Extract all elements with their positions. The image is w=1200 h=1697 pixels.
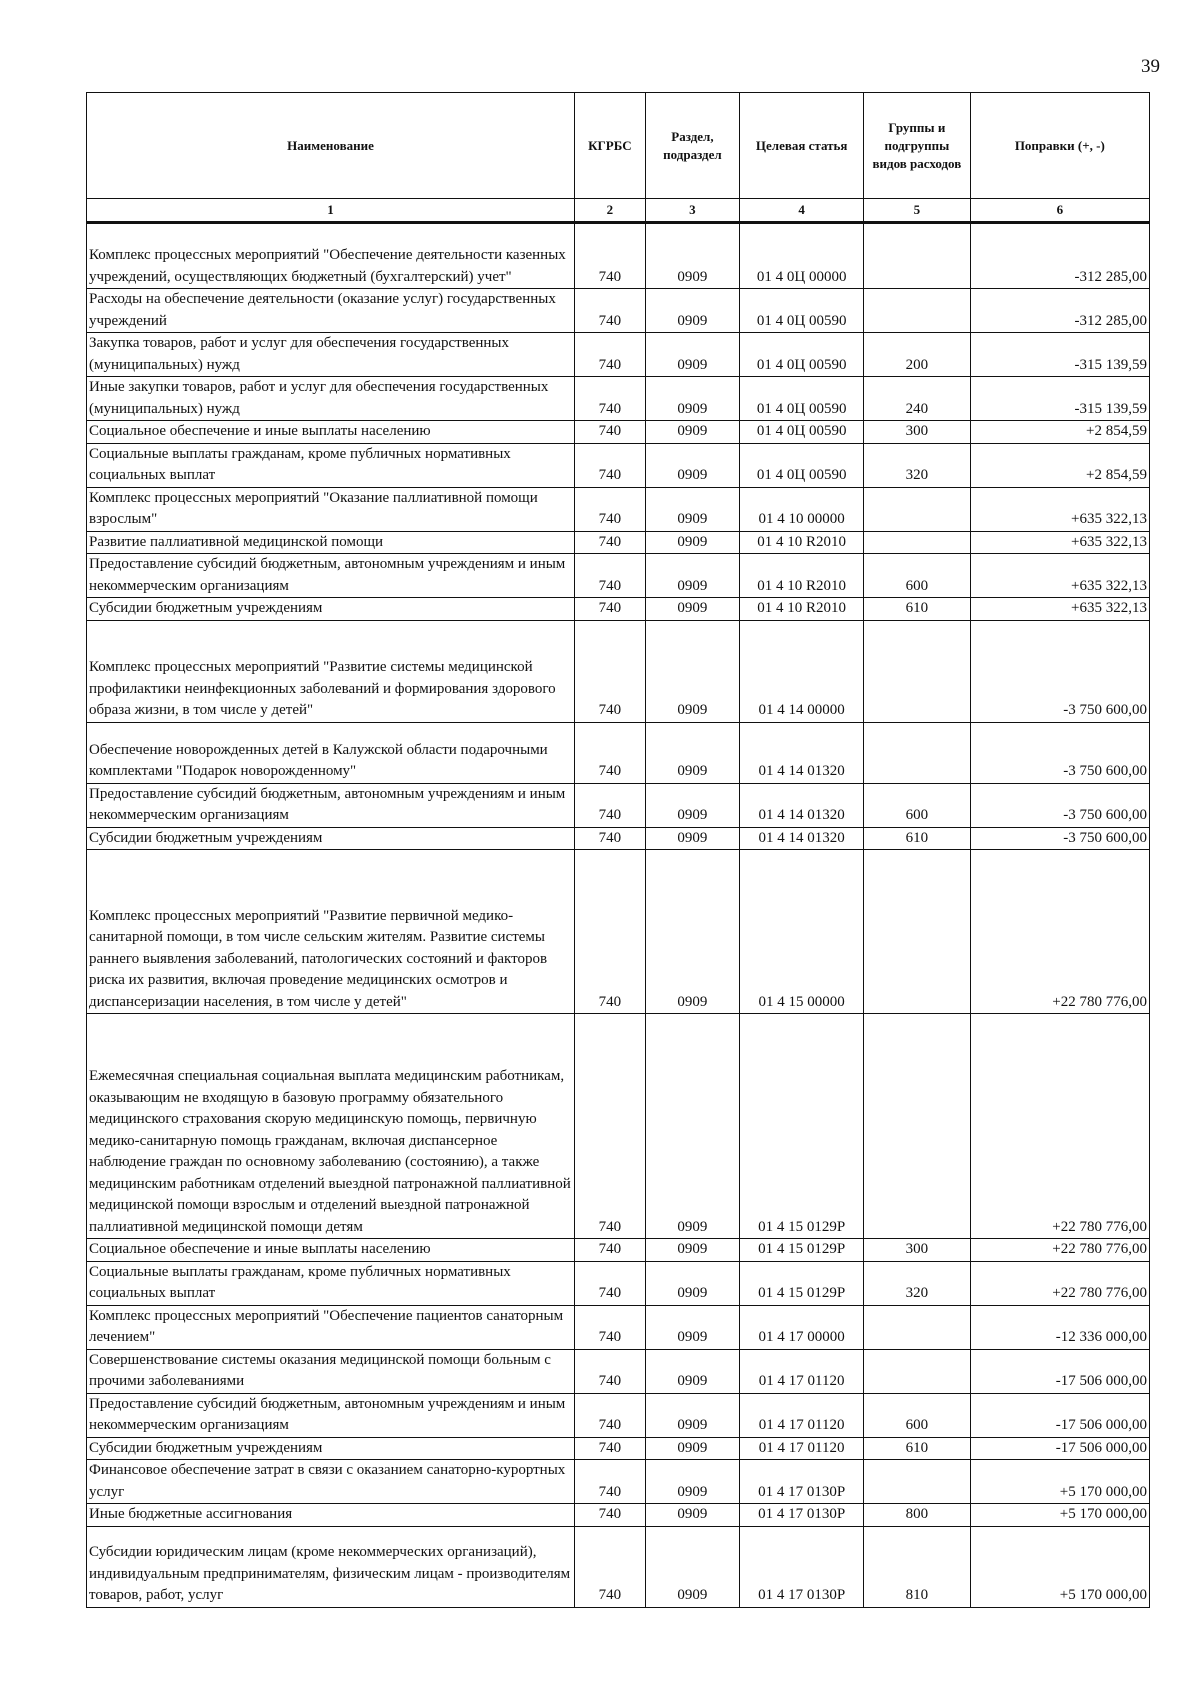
row-kgrbs: 740 <box>575 223 646 289</box>
row-amendment-amount: +5 170 000,00 <box>970 1460 1149 1504</box>
row-expense-group: 810 <box>864 1526 971 1607</box>
row-kgrbs: 740 <box>575 598 646 621</box>
row-section: 0909 <box>645 377 740 421</box>
table-row <box>87 1261 1150 1305</box>
row-amendment-amount: +22 780 776,00 <box>970 1261 1149 1305</box>
row-name: Субсидии бюджетным учреждениям <box>87 598 575 621</box>
row-section: 0909 <box>645 850 740 1014</box>
row-expense-group: 600 <box>864 1393 971 1437</box>
row-target-article: 01 4 0Ц 00000 <box>740 223 864 289</box>
row-expense-group <box>864 1305 971 1349</box>
column-number-row <box>87 199 1150 223</box>
table-row <box>87 1460 1150 1504</box>
row-amendment-amount: +635 322,13 <box>970 531 1149 554</box>
header-amendments: Поправки (+, -) <box>970 93 1149 199</box>
row-section: 0909 <box>645 1526 740 1607</box>
header-section: Раздел, подраздел <box>645 93 740 199</box>
table-row <box>87 554 1150 598</box>
row-expense-group: 800 <box>864 1504 971 1527</box>
row-expense-group <box>864 487 971 531</box>
column-number: 4 <box>740 199 864 223</box>
row-kgrbs: 740 <box>575 1239 646 1262</box>
row-amendment-amount: +22 780 776,00 <box>970 1014 1149 1239</box>
column-number: 2 <box>575 199 646 223</box>
row-target-article: 01 4 17 0130Р <box>740 1526 864 1607</box>
row-kgrbs: 740 <box>575 421 646 444</box>
row-kgrbs: 740 <box>575 487 646 531</box>
table-row <box>87 443 1150 487</box>
table-row <box>87 289 1150 333</box>
row-target-article: 01 4 15 0129Р <box>740 1014 864 1239</box>
row-section: 0909 <box>645 289 740 333</box>
header-groups: Группы и подгруппы видов расходов <box>864 93 971 199</box>
row-section: 0909 <box>645 554 740 598</box>
row-kgrbs: 740 <box>575 827 646 850</box>
table-row <box>87 1504 1150 1527</box>
row-amendment-amount: +5 170 000,00 <box>970 1526 1149 1607</box>
row-target-article: 01 4 14 01320 <box>740 783 864 827</box>
row-target-article: 01 4 17 01120 <box>740 1349 864 1393</box>
row-amendment-amount: +635 322,13 <box>970 487 1149 531</box>
row-kgrbs: 740 <box>575 620 646 722</box>
row-expense-group <box>864 620 971 722</box>
row-kgrbs: 740 <box>575 722 646 783</box>
row-target-article: 01 4 17 01120 <box>740 1393 864 1437</box>
row-expense-group: 300 <box>864 421 971 444</box>
row-target-article: 01 4 14 00000 <box>740 620 864 722</box>
row-section: 0909 <box>645 1393 740 1437</box>
row-section: 0909 <box>645 620 740 722</box>
row-name: Предоставление субсидий бюджетным, автономным учреждениям и иным некоммерческим организациям <box>87 783 575 827</box>
row-amendment-amount: -17 506 000,00 <box>970 1393 1149 1437</box>
table-row <box>87 598 1150 621</box>
row-name: Субсидии юридическим лицам (кроме некоммерческих организаций), индивидуальным предпринимателям, физическим лицам - производителям товаров, работ, услуг <box>87 1526 575 1607</box>
header-target: Целевая статья <box>740 93 864 199</box>
row-target-article: 01 4 0Ц 00590 <box>740 377 864 421</box>
row-name: Развитие паллиативной медицинской помощи <box>87 531 575 554</box>
row-section: 0909 <box>645 783 740 827</box>
row-expense-group: 610 <box>864 598 971 621</box>
row-name: Субсидии бюджетным учреждениям <box>87 1437 575 1460</box>
row-name: Комплекс процессных мероприятий "Развитие системы медицинской профилактики неинфекционных заболеваний и формирования здорового образа жизни, в том числе у детей" <box>87 620 575 722</box>
row-amendment-amount: +2 854,59 <box>970 421 1149 444</box>
row-section: 0909 <box>645 443 740 487</box>
row-name: Иные бюджетные ассигнования <box>87 1504 575 1527</box>
column-number: 6 <box>970 199 1149 223</box>
table-header-row <box>87 93 1150 199</box>
row-section: 0909 <box>645 1239 740 1262</box>
table-row <box>87 223 1150 289</box>
table-row <box>87 1437 1150 1460</box>
row-section: 0909 <box>645 827 740 850</box>
row-expense-group <box>864 223 971 289</box>
row-name: Обеспечение новорожденных детей в Калужской области подарочными комплектами "Подарок новорожденному" <box>87 722 575 783</box>
table-row <box>87 531 1150 554</box>
row-expense-group: 200 <box>864 333 971 377</box>
row-expense-group <box>864 289 971 333</box>
row-name: Финансовое обеспечение затрат в связи с оказанием санаторно-курортных услуг <box>87 1460 575 1504</box>
row-target-article: 01 4 0Ц 00590 <box>740 333 864 377</box>
row-name: Закупка товаров, работ и услуг для обеспечения государственных (муниципальных) нужд <box>87 333 575 377</box>
row-name: Предоставление субсидий бюджетным, автономным учреждениям и иным некоммерческим организациям <box>87 554 575 598</box>
row-kgrbs: 740 <box>575 377 646 421</box>
row-kgrbs: 740 <box>575 1261 646 1305</box>
table-row <box>87 487 1150 531</box>
row-expense-group <box>864 1460 971 1504</box>
row-section: 0909 <box>645 722 740 783</box>
row-section: 0909 <box>645 487 740 531</box>
row-section: 0909 <box>645 223 740 289</box>
table-row <box>87 1305 1150 1349</box>
row-amendment-amount: -17 506 000,00 <box>970 1349 1149 1393</box>
row-expense-group <box>864 1014 971 1239</box>
table-row <box>87 1239 1150 1262</box>
row-amendment-amount: -17 506 000,00 <box>970 1437 1149 1460</box>
column-number: 3 <box>645 199 740 223</box>
row-section: 0909 <box>645 1014 740 1239</box>
table-row <box>87 722 1150 783</box>
row-kgrbs: 740 <box>575 289 646 333</box>
row-kgrbs: 740 <box>575 1305 646 1349</box>
row-section: 0909 <box>645 1261 740 1305</box>
row-name: Социальное обеспечение и иные выплаты населению <box>87 421 575 444</box>
row-target-article: 01 4 10 00000 <box>740 487 864 531</box>
row-amendment-amount: +22 780 776,00 <box>970 850 1149 1014</box>
row-section: 0909 <box>645 421 740 444</box>
row-target-article: 01 4 17 01120 <box>740 1437 864 1460</box>
row-target-article: 01 4 15 0129Р <box>740 1239 864 1262</box>
row-target-article: 01 4 15 00000 <box>740 850 864 1014</box>
row-expense-group <box>864 531 971 554</box>
row-name: Комплекс процессных мероприятий "Развитие первичной медико-санитарной помощи, в том числе сельским жителям. Развитие системы раннего выявления заболеваний, патологических состояний и факторов риска их развития, включая проведение медицинских осмотров и диспансеризации населения, в том числе у детей" <box>87 850 575 1014</box>
row-expense-group: 600 <box>864 783 971 827</box>
row-amendment-amount: -3 750 600,00 <box>970 620 1149 722</box>
row-kgrbs: 740 <box>575 1437 646 1460</box>
row-kgrbs: 740 <box>575 531 646 554</box>
row-expense-group: 610 <box>864 827 971 850</box>
row-target-article: 01 4 10 R2010 <box>740 598 864 621</box>
row-expense-group <box>864 722 971 783</box>
row-target-article: 01 4 17 00000 <box>740 1305 864 1349</box>
row-section: 0909 <box>645 1504 740 1527</box>
table-row <box>87 1014 1150 1239</box>
row-section: 0909 <box>645 1305 740 1349</box>
row-target-article: 01 4 15 0129Р <box>740 1261 864 1305</box>
row-target-article: 01 4 0Ц 00590 <box>740 443 864 487</box>
row-amendment-amount: +635 322,13 <box>970 598 1149 621</box>
row-section: 0909 <box>645 531 740 554</box>
row-expense-group: 300 <box>864 1239 971 1262</box>
table-row <box>87 421 1150 444</box>
row-kgrbs: 740 <box>575 783 646 827</box>
row-name: Ежемесячная специальная социальная выплата медицинским работникам, оказывающим не входящую в базовую программу обязательного медицинского страхования скорую медицинскую помощь, первичную медико-санитарную помощь гражданам, включая диспансерное наблюдение граждан по основному заболеванию (состоянию), а также медицинским работникам отделений выездной патронажной паллиативной медицинской помощи взрослым и отделений выездной патронажной паллиативной медицинской помощи детям <box>87 1014 575 1239</box>
row-kgrbs: 740 <box>575 1393 646 1437</box>
row-target-article: 01 4 10 R2010 <box>740 531 864 554</box>
page-number: 39 <box>1141 56 1160 77</box>
row-name: Комплекс процессных мероприятий "Обеспечение деятельности казенных учреждений, осуществляющих бюджетный (бухгалтерский) учет" <box>87 223 575 289</box>
row-expense-group: 610 <box>864 1437 971 1460</box>
row-kgrbs: 740 <box>575 1014 646 1239</box>
row-kgrbs: 740 <box>575 1349 646 1393</box>
row-expense-group <box>864 1349 971 1393</box>
row-amendment-amount: -315 139,59 <box>970 333 1149 377</box>
row-kgrbs: 740 <box>575 443 646 487</box>
row-section: 0909 <box>645 333 740 377</box>
table-row <box>87 1393 1150 1437</box>
row-target-article: 01 4 0Ц 00590 <box>740 289 864 333</box>
row-expense-group: 240 <box>864 377 971 421</box>
row-name: Субсидии бюджетным учреждениям <box>87 827 575 850</box>
row-section: 0909 <box>645 1460 740 1504</box>
table-row <box>87 1526 1150 1607</box>
row-target-article: 01 4 17 0130Р <box>740 1504 864 1527</box>
row-amendment-amount: +22 780 776,00 <box>970 1239 1149 1262</box>
row-name: Социальное обеспечение и иные выплаты населению <box>87 1239 575 1262</box>
row-kgrbs: 740 <box>575 333 646 377</box>
header-kgrbs: КГРБС <box>575 93 646 199</box>
row-target-article: 01 4 10 R2010 <box>740 554 864 598</box>
row-target-article: 01 4 0Ц 00590 <box>740 421 864 444</box>
column-number: 5 <box>864 199 971 223</box>
row-amendment-amount: +5 170 000,00 <box>970 1504 1149 1527</box>
row-target-article: 01 4 17 0130Р <box>740 1460 864 1504</box>
row-name: Социальные выплаты гражданам, кроме публичных нормативных социальных выплат <box>87 1261 575 1305</box>
budget-amendments-table <box>86 92 1150 1608</box>
row-amendment-amount: -312 285,00 <box>970 223 1149 289</box>
header-name: Наименование <box>87 93 575 199</box>
row-kgrbs: 740 <box>575 1526 646 1607</box>
row-section: 0909 <box>645 598 740 621</box>
table-row <box>87 827 1150 850</box>
row-amendment-amount: -3 750 600,00 <box>970 722 1149 783</box>
row-section: 0909 <box>645 1437 740 1460</box>
row-name: Предоставление субсидий бюджетным, автономным учреждениям и иным некоммерческим организациям <box>87 1393 575 1437</box>
row-section: 0909 <box>645 1349 740 1393</box>
row-target-article: 01 4 14 01320 <box>740 722 864 783</box>
table-row <box>87 620 1150 722</box>
row-kgrbs: 740 <box>575 850 646 1014</box>
row-amendment-amount: -3 750 600,00 <box>970 827 1149 850</box>
row-target-article: 01 4 14 01320 <box>740 827 864 850</box>
row-expense-group: 320 <box>864 443 971 487</box>
row-kgrbs: 740 <box>575 1460 646 1504</box>
row-kgrbs: 740 <box>575 1504 646 1527</box>
row-expense-group: 600 <box>864 554 971 598</box>
row-amendment-amount: -12 336 000,00 <box>970 1305 1149 1349</box>
table-row <box>87 333 1150 377</box>
row-amendment-amount: -3 750 600,00 <box>970 783 1149 827</box>
table-row <box>87 1349 1150 1393</box>
row-amendment-amount: -315 139,59 <box>970 377 1149 421</box>
table-row <box>87 377 1150 421</box>
row-name: Социальные выплаты гражданам, кроме публичных нормативных социальных выплат <box>87 443 575 487</box>
row-name: Комплекс процессных мероприятий "Обеспечение пациентов санаторным лечением" <box>87 1305 575 1349</box>
table-body <box>87 223 1150 1608</box>
row-amendment-amount: -312 285,00 <box>970 289 1149 333</box>
row-name: Расходы на обеспечение деятельности (оказание услуг) государственных учреждений <box>87 289 575 333</box>
row-kgrbs: 740 <box>575 554 646 598</box>
row-amendment-amount: +2 854,59 <box>970 443 1149 487</box>
table-row <box>87 850 1150 1014</box>
row-name: Иные закупки товаров, работ и услуг для обеспечения государственных (муниципальных) нужд <box>87 377 575 421</box>
row-name: Совершенствование системы оказания медицинской помощи больным с прочими заболеваниями <box>87 1349 575 1393</box>
column-number: 1 <box>87 199 575 223</box>
row-expense-group <box>864 850 971 1014</box>
row-amendment-amount: +635 322,13 <box>970 554 1149 598</box>
row-name: Комплекс процессных мероприятий "Оказание паллиативной помощи взрослым" <box>87 487 575 531</box>
table-row <box>87 783 1150 827</box>
row-expense-group: 320 <box>864 1261 971 1305</box>
